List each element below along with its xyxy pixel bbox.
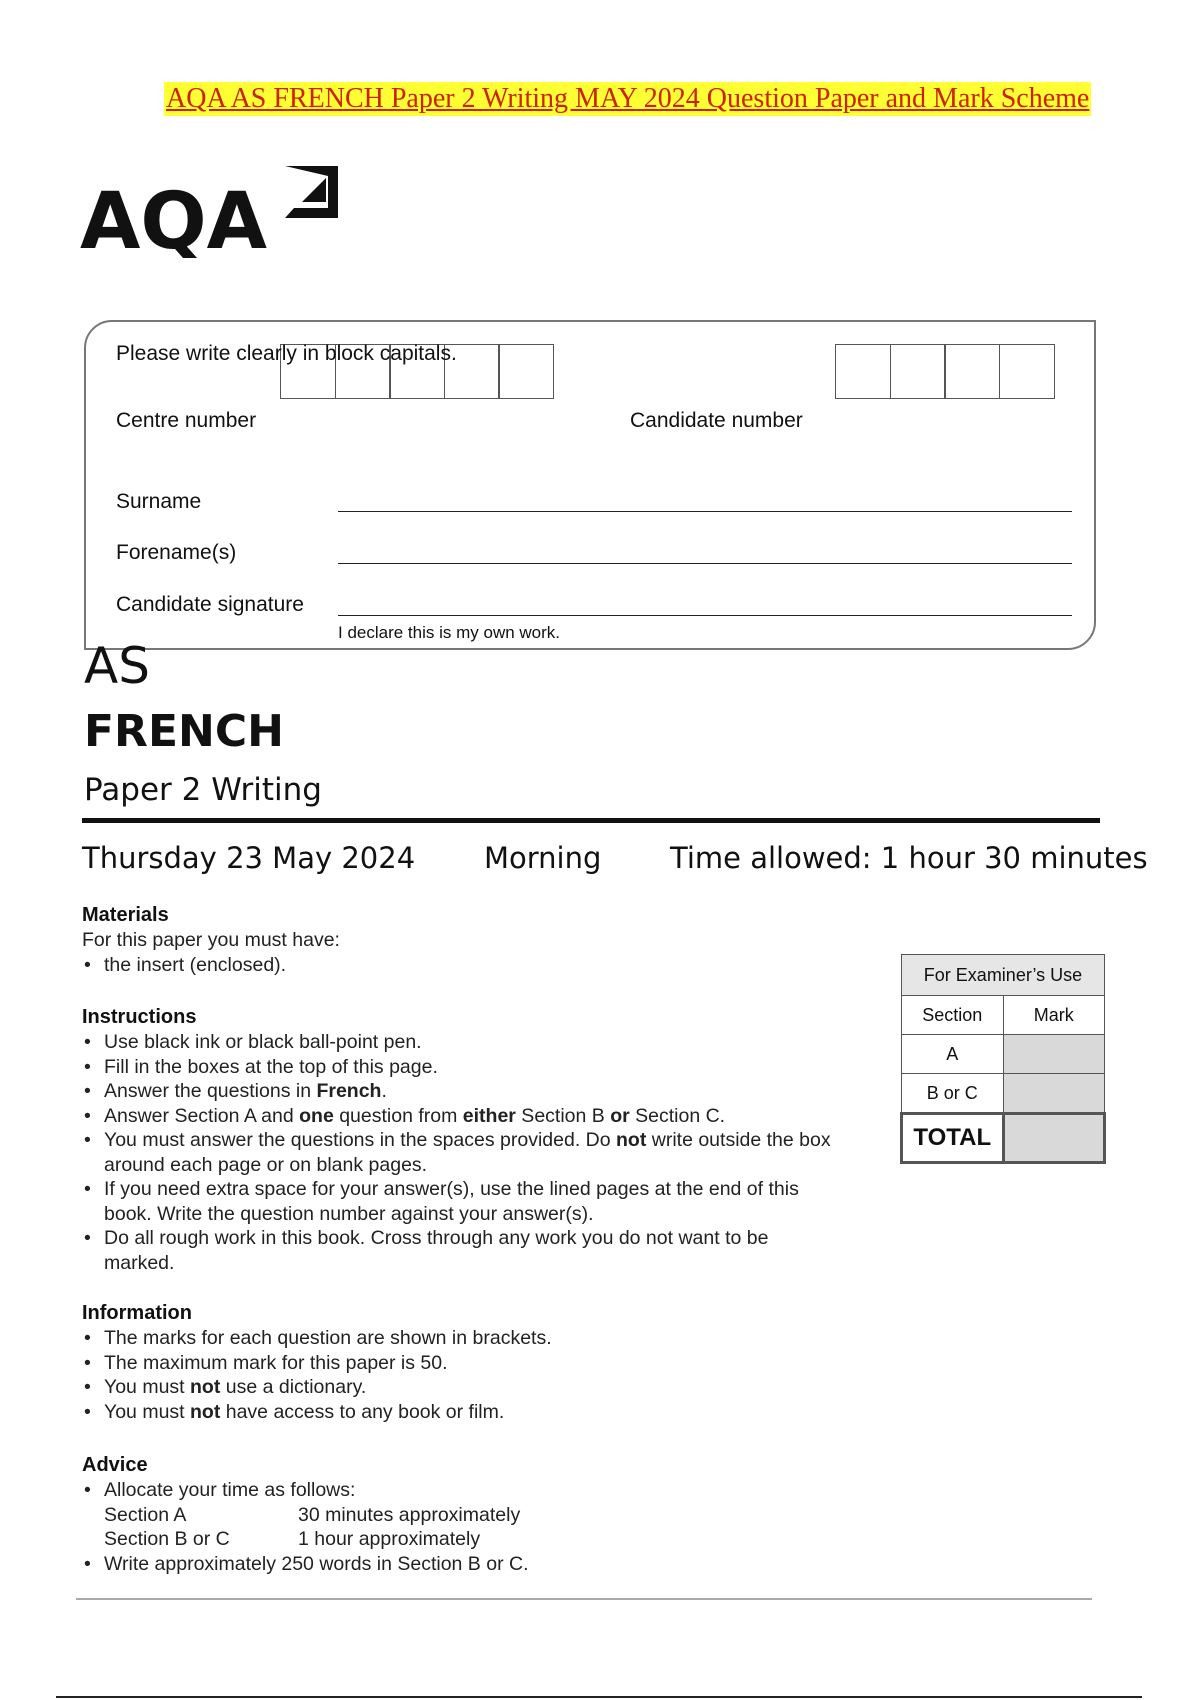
section-cell: B or C (902, 1074, 1004, 1114)
instruction-item: • Answer the questions in French. (82, 1079, 842, 1104)
centre-digit-box[interactable] (498, 344, 554, 399)
instruction-item: • Fill in the boxes at the top of this page. (82, 1055, 842, 1080)
time-allowed: Time allowed: 1 hour 30 minutes (670, 841, 1148, 875)
aqa-logo (80, 158, 340, 263)
section-column-header: Section (902, 996, 1004, 1035)
heading-rule (82, 818, 1100, 823)
information-item: • You must not use a dictionary. (82, 1375, 842, 1400)
examiner-use-table (900, 954, 1106, 1164)
aqa-flag-icon (285, 166, 338, 218)
surname-field[interactable] (338, 511, 1072, 512)
materials-heading: Materials (82, 904, 169, 926)
aqa-logo-graphic (80, 158, 340, 258)
candidate-number-label: Candidate number (630, 409, 803, 432)
information-item: • You must not have access to any book or film. (82, 1400, 842, 1425)
declaration-text: I declare this is my own work. (338, 623, 561, 642)
signature-field[interactable] (338, 615, 1072, 616)
candidate-number-boxes (835, 344, 1053, 399)
examiner-table-title: For Examiner’s Use (902, 955, 1105, 996)
candidate-digit-box[interactable] (835, 344, 891, 399)
section-cell: A (902, 1035, 1004, 1074)
footer-rule (76, 1598, 1092, 1600)
materials-section (82, 902, 842, 977)
total-mark-cell[interactable] (1003, 1114, 1105, 1163)
advice-heading: Advice (82, 1454, 148, 1476)
forenames-field[interactable] (338, 563, 1072, 564)
advice-allocate: • Allocate your time as follows: (82, 1478, 842, 1503)
information-heading: Information (82, 1302, 192, 1324)
paper-level: AS (84, 637, 150, 695)
centre-number-label: Centre number (116, 409, 257, 432)
instruction-item: • Use black ink or black ball-point pen. (82, 1030, 842, 1055)
advice-section (82, 1452, 842, 1576)
logo-text: AQA (80, 177, 268, 258)
instruction-item: • Do all rough work in this book. Cross through any work you do not want to be marked. (82, 1226, 842, 1275)
document-title[interactable]: AQA AS FRENCH Paper 2 Writing MAY 2024 Question Paper and Mark Scheme (166, 83, 1090, 114)
candidate-digit-box[interactable] (944, 344, 1000, 399)
allocation-section: Section A (104, 1503, 187, 1526)
information-item: • The marks for each question are shown in brackets. (82, 1326, 842, 1351)
paper-subject: FRENCH (84, 706, 284, 757)
time-allocation-table (82, 1503, 842, 1552)
mark-cell[interactable] (1003, 1074, 1105, 1114)
signature-label: Candidate signature (116, 593, 304, 616)
forenames-label: Forename(s) (116, 541, 237, 564)
paper-name: Paper 2 Writing (84, 772, 322, 808)
mark-cell[interactable] (1003, 1035, 1105, 1074)
instruction-item: • If you need extra space for your answer(s), use the lined pages at the end of this book. Write the question number against your answer(s). (82, 1177, 842, 1226)
instruction-item: • Answer Section A and one question from either Section B or Section C. (82, 1104, 842, 1129)
surname-label: Surname (116, 490, 202, 513)
allocation-time: 1 hour approximately (298, 1528, 481, 1550)
aqa-flag-inner (302, 178, 326, 202)
page-bottom-rule (56, 1696, 1142, 1698)
advice-words: • Write approximately 250 words in Section B or C. (82, 1552, 842, 1577)
candidate-digit-box[interactable] (890, 344, 946, 399)
exam-date: Thursday 23 May 2024 (82, 841, 416, 875)
block-capitals-instruction: Please write clearly in block capitals. (116, 342, 457, 365)
allocation-section: Section B or C (104, 1528, 230, 1550)
information-section (82, 1300, 842, 1424)
materials-intro: For this paper you must have: (82, 929, 340, 951)
instructions-section (82, 1004, 842, 1275)
materials-item: • the insert (enclosed). (82, 953, 842, 978)
instructions-heading: Instructions (82, 1006, 197, 1028)
mark-column-header: Mark (1003, 996, 1105, 1035)
candidate-digit-box[interactable] (999, 344, 1055, 399)
instruction-item: • You must answer the questions in the spaces provided. Do not write outside the box around each page or on blank pages. (82, 1128, 842, 1177)
allocation-time: 30 minutes approximately (298, 1503, 521, 1526)
exam-session: Morning (484, 841, 602, 875)
total-label: TOTAL (902, 1114, 1004, 1163)
information-item: • The maximum mark for this paper is 50. (82, 1351, 842, 1376)
